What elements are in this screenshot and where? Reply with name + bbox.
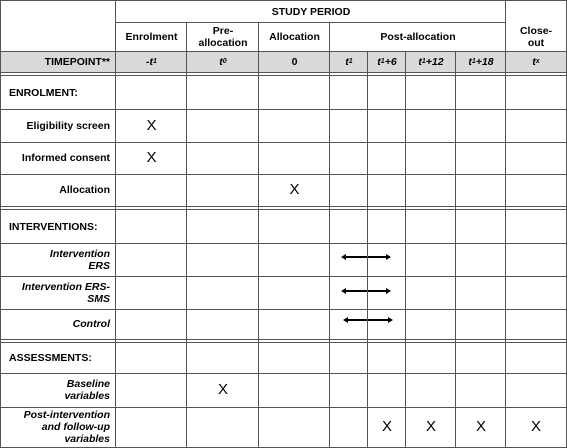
grid-line [258,22,259,448]
grid-line [0,243,567,244]
mark-post-t1-12: X [425,418,436,435]
col-close-out [506,22,566,51]
grid-line [405,51,406,448]
tp-post-4: t 1 +18 [468,55,494,68]
grid-line [0,276,567,277]
row-post-intervention-label: Post-intervention and follow-up variables [23,409,110,445]
mark-allocation-allocation: X [289,181,300,198]
col-pre-allocation-label: Pre-allocation [198,24,248,49]
row-intervention-ers [1,243,116,276]
tp-close-out: t x [532,55,540,68]
row-control: Control [72,318,110,330]
grid-line [0,209,567,210]
row-allocation: Allocation [59,184,110,196]
tp-post-3: t 1 +12 [418,55,444,68]
row-baseline [1,373,116,407]
row-eligibility: Eligibility screen [26,119,110,132]
section-assessments: ASSESSMENTS: [9,352,92,364]
grid-line [186,22,187,448]
grid-line [0,206,567,207]
row-intervention-ers-label: Intervention ERS [49,247,110,272]
grid-line [0,339,567,340]
col-post-allocation: Post-allocation [380,30,456,43]
grid-line [0,0,1,448]
timeline-control [342,315,394,325]
grid-line [0,51,567,52]
row-post-intervention [1,407,116,447]
study-period-header: STUDY PERIOD [271,5,351,18]
row-consent: Informed consent [21,152,110,164]
grid-line [455,51,456,448]
mark-post-t1-6: X [381,418,392,435]
grid-line [0,142,567,143]
section-enrolment: ENROLMENT: [9,86,78,99]
row-intervention-ers-sms-label: Intervention ERS-SMS [21,280,110,305]
grid-line [0,407,567,408]
row-baseline-label: Baseline variables [64,378,110,402]
grid-line [0,174,567,175]
tp-pre-allocation: t 0 [219,55,227,68]
grid-line [0,72,567,73]
mark-eligibility-enrolment: X [146,116,157,134]
timeline-intervention-ers-sms [340,286,392,296]
mark-post-t1-18: X [475,418,486,435]
timeline-intervention-ers [340,252,392,262]
grid-line [0,373,567,374]
mark-consent-enrolment: X [146,149,157,166]
grid-line [0,309,567,310]
grid-line [329,22,330,448]
grid-line [0,0,567,1]
col-close-out-label: Close-out [519,24,553,49]
col-allocation: Allocation [269,30,320,43]
grid-line [0,342,567,343]
grid-line [116,22,506,23]
tp-post-2: t 1 +6 [377,55,397,68]
mark-close-out: X [530,418,541,435]
col-enrolment: Enrolment [125,30,178,43]
row-intervention-ers-sms [1,276,116,309]
timepoint-label: TIMEPOINT** [44,55,110,68]
mark-baseline-pre-allocation: X [217,381,228,398]
grid-line [0,109,567,110]
col-pre-allocation [187,22,259,51]
grid-line [367,51,368,448]
grid-line [0,75,567,76]
section-interventions: INTERVENTIONS: [9,220,98,233]
tp-post-1: t 1 [345,55,353,68]
tp-enrolment: -t 1 [146,55,157,68]
grid-line [505,0,506,448]
grid-line [115,0,116,448]
tp-allocation: 0 [291,55,298,68]
